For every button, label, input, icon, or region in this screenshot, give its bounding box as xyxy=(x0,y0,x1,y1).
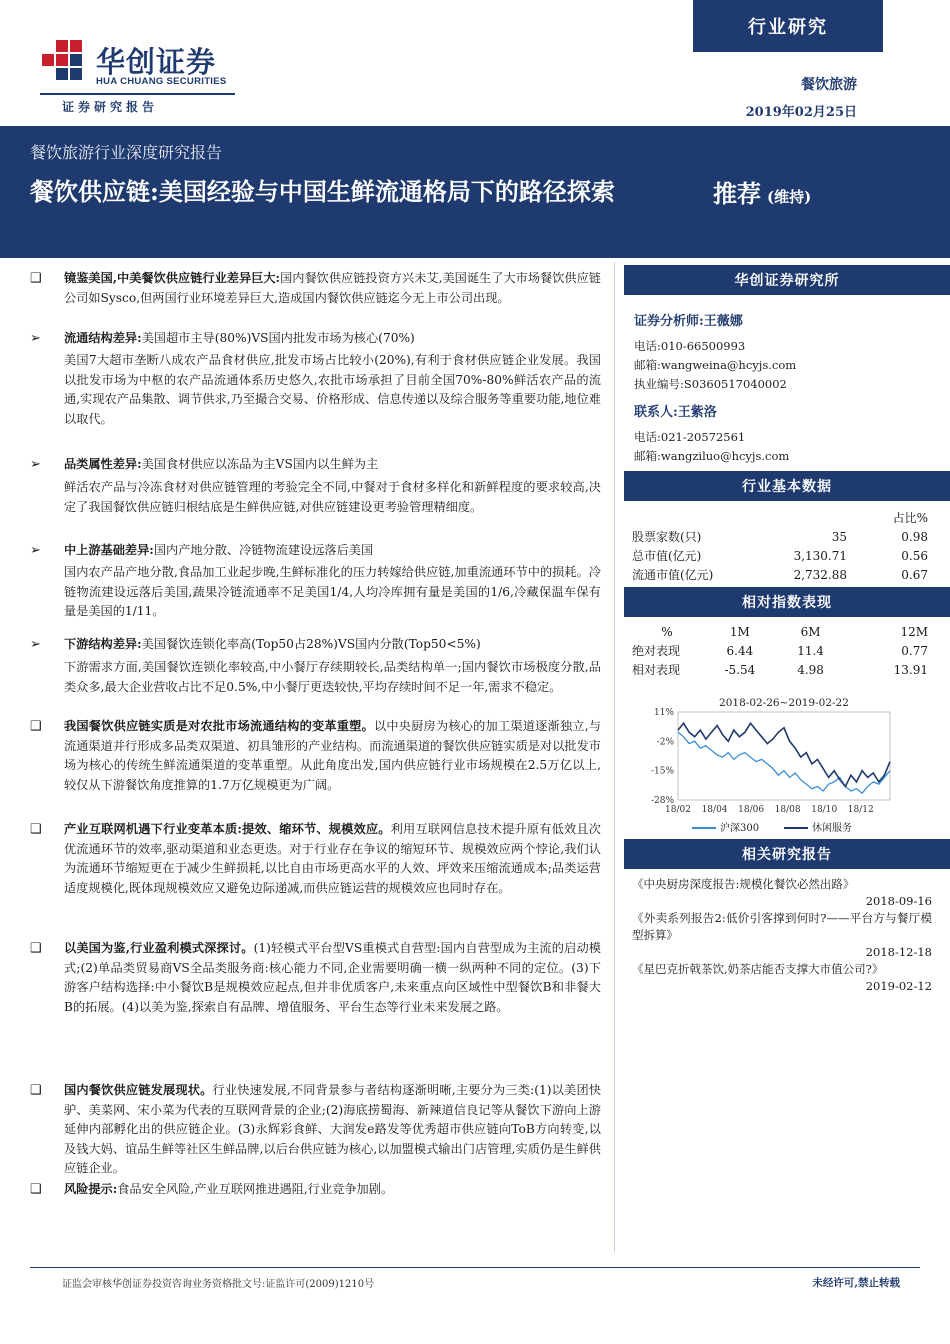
sidebar xyxy=(624,262,950,1252)
rating-value: 推荐 xyxy=(713,179,761,208)
perf-col-header: 1M xyxy=(729,624,750,639)
point-text xyxy=(64,455,601,475)
basic-row-label: 总市值(亿元) xyxy=(632,549,702,563)
basic-data-header: 行业基本数据 xyxy=(624,471,950,501)
list-item xyxy=(30,478,601,517)
report-type: 证券研究报告 xyxy=(62,100,159,114)
point-lead: 镜鉴美国,中美餐饮供应链行业差异巨大: xyxy=(64,271,281,285)
basic-row-label: 股票家数(只) xyxy=(632,530,702,544)
performance-header: 相对指数表现 xyxy=(624,587,950,617)
basic-row-label: 流通市值(亿元) xyxy=(632,568,714,582)
point-text xyxy=(64,635,601,655)
list-item xyxy=(30,820,601,898)
legend-label: 休闲服务 xyxy=(812,823,852,834)
basic-row-pct: 0.56 xyxy=(901,548,928,563)
sector-label: 餐饮旅游 xyxy=(801,77,857,93)
list-item xyxy=(30,635,601,655)
table-header-row xyxy=(632,622,928,641)
perf-cell: 4.98 xyxy=(797,662,824,677)
point-text xyxy=(64,563,601,622)
institute-header: 华创证券研究所 xyxy=(624,265,950,295)
perf-col-header: 12M xyxy=(900,624,928,639)
list-item xyxy=(30,351,601,429)
arrow-bullet-icon: ➢ xyxy=(30,457,41,472)
rating-note: (维持) xyxy=(767,188,812,206)
basic-row-pct: 0.98 xyxy=(901,529,928,544)
x-tick-label: 18/10 xyxy=(811,805,838,815)
contact-phone: 电话:021-20572561 xyxy=(634,430,746,444)
report-date-item: 2019-02-12 xyxy=(865,979,932,993)
point-body: 利用互联网信息技术提升原有低效且次优流通环节的效率,驱动渠道和业态更迭。对于行业存在争议的缩短环节、规模效应两个悖论,我们认为流通环节缩短更在于减少生鲜损耗,以比自由市场更高水平的人效、坪效来压缩流通成本;品类运营适度规模化,既体现规模效应又避免边际递减,而供应链运营的规模效应也同时存在。 xyxy=(64,822,601,895)
perf-row-label: 绝对表现 xyxy=(632,644,681,658)
table-row xyxy=(632,527,928,546)
footer-license: 证监会审核华创证券投资咨询业务资格批文号:证监许可(2009)1210号 xyxy=(62,1279,375,1290)
point-text xyxy=(64,269,601,308)
point-lead: 产业互联网机遇下行业变革本质:提效、缩环节、规模效应。 xyxy=(64,822,391,836)
point-lead: 风险提示: xyxy=(64,1182,118,1196)
point-body: 下游需求方面,美国餐饮连锁化率较高,中小餐厅存续期较长,品类结构单一;国内餐饮市场极度分散,品类众多,最大企业营收占比不足0.5%,中小餐厅更迭较快,平均存续时间不足一年,需求不稳定。 xyxy=(64,660,601,694)
point-body: 美国食材供应以冻品为主VS国内以生鲜为主 xyxy=(141,457,379,471)
list-item xyxy=(30,658,601,697)
checkbox-bullet-icon: ❑ xyxy=(30,822,42,837)
analyst-label: 证券分析师:王薇娜 xyxy=(634,314,743,329)
basic-data-table xyxy=(632,508,928,584)
contact-email: 邮箱:wangziluo@hcyjs.com xyxy=(634,449,790,463)
point-text xyxy=(64,1180,601,1200)
y-tick-label: 11% xyxy=(653,708,674,718)
rating xyxy=(713,174,811,209)
table-row xyxy=(632,641,928,660)
list-item[interactable] xyxy=(632,961,932,995)
chart-frame xyxy=(678,712,890,800)
point-text xyxy=(64,351,601,429)
arrow-bullet-icon: ➢ xyxy=(30,637,41,652)
logo-divider xyxy=(40,93,235,95)
list-item xyxy=(30,563,601,622)
series-line-leisure xyxy=(678,723,890,786)
column-divider xyxy=(614,262,615,1252)
point-body: 国内农产品产地分散,食品加工业起步晚,生鲜标准化的压力转嫁给供应链,加重流通环节中的损耗。冷链物流建设远落后美国,蔬果冷链流通率不足美国1/4,人均冷库拥有量是美国的1/6,冷藏保温车保有量是美国的1/11。 xyxy=(64,565,601,618)
list-item xyxy=(30,541,601,561)
footer-notice: 未经许可,禁止转载 xyxy=(812,1277,900,1289)
logo-icon xyxy=(42,36,88,82)
report-link[interactable]: 《星巴克折戟茶饮,奶茶店能否支撑大市值公司?》 xyxy=(632,962,884,976)
performance-table xyxy=(632,622,928,679)
list-item xyxy=(30,1180,601,1200)
series-line-hs300 xyxy=(678,732,890,793)
title-banner xyxy=(0,126,950,258)
point-text xyxy=(64,1081,601,1179)
contact-label: 联系人:王紫洛 xyxy=(634,405,717,420)
report-date-item: 2018-09-16 xyxy=(865,894,932,908)
report-title: 餐饮供应链:美国经验与中国生鲜流通格局下的路径探索 xyxy=(30,177,615,206)
point-body: (1)轻模式平台型VS重模式自营型:国内自营型成为主流的启动模式;(2)单品类贸易商VS全品类服务商:核心能力不同,企业需要明确一横一纵两种不同的定位。(3)下游客户结构选择:中小餐饮B是规模效应起点,但并非优质客户,未来重点向区域性中型餐饮B和非餐大B的拓展。(4)以美为鉴,探索自有品牌、增值服务、平台生态等行业未来发展之路。 xyxy=(64,941,601,1014)
legend-label: 沪深300 xyxy=(720,823,760,834)
x-tick-label: 18/06 xyxy=(738,805,765,815)
point-lead: 流通结构差异: xyxy=(64,331,142,345)
perf-cell: 6.44 xyxy=(726,643,754,658)
point-lead: 我国餐饮供应链实质是对农批市场流通结构的变革重塑。 xyxy=(64,719,374,733)
list-item xyxy=(30,939,601,1017)
basic-row-value: 35 xyxy=(831,529,847,544)
checkbox-bullet-icon: ❑ xyxy=(30,271,42,286)
point-text xyxy=(64,478,601,517)
x-tick-label: 18/04 xyxy=(701,805,728,815)
perf-col-header: 6M xyxy=(800,624,821,639)
point-body: 美国7大超市垄断八成农产品食材供应,批发市场占比较小(20%),有利于食材供应链企业发展。我国以批发市场为中枢的农产品流通体系历史悠久,农批市场承担了目前全国70%-80%鲜活农产品的流通,实现农产品集散、调节供求,乃至撮合交易、价格形成、信息传递以及综合服务等重要功能,地位难以取代。 xyxy=(64,353,601,426)
point-lead: 下游结构差异: xyxy=(64,637,142,651)
list-item xyxy=(30,455,601,475)
point-body: 鲜活农产品与冷冻食材对供应链管理的考验完全不同,中餐对于食材多样化和新鲜程度的要求较高,决定了我国餐饮供应链归根结底是生鲜供应链,对供应链建设更考验管理精细度。 xyxy=(64,480,601,514)
analyst-phone: 电话:010-66500993 xyxy=(634,339,746,353)
report-date-item: 2018-12-18 xyxy=(865,945,932,959)
list-item[interactable] xyxy=(632,910,932,961)
point-body: 美国餐饮连锁化率高(Top50占28%)VS国内分散(Top50<5%) xyxy=(141,637,481,651)
point-lead: 国内餐饮供应链发展现状。 xyxy=(64,1083,213,1097)
basic-row-pct: 0.67 xyxy=(901,567,928,582)
basic-col-header: 占比% xyxy=(892,511,928,525)
list-item xyxy=(30,1081,601,1179)
related-reports-list xyxy=(632,876,932,995)
point-lead: 中上游基础差异: xyxy=(64,543,154,557)
table-row xyxy=(632,565,928,584)
category-tag: 行业研究 xyxy=(693,0,883,52)
y-tick-label: -15% xyxy=(650,766,674,777)
perf-row-label: 相对表现 xyxy=(632,663,681,677)
point-body: 行业快速发展,不同背景参与者结构逐渐明晰,主要分为三类:(1)以美团快驴、美菜网、宋小菜为代表的互联网背景的企业;(2)海底捞蜀海、新辣道信良记等从餐饮下游向上游延伸内部孵化出的供应链企业。(3)永辉彩食鲜、大润发e路发等优秀超市供应链向ToB方向转变,以及钱大妈、谊品生鲜等社区生鲜品牌,以后台供应链为核心,以加盟模式输出门店管理,实质仍是生鲜供应链企业。 xyxy=(64,1083,602,1175)
y-tick-label: -28% xyxy=(650,796,674,806)
report-subtitle: 餐饮旅游行业深度研究报告 xyxy=(30,143,223,162)
analyst-license: 执业编号:S0360517040002 xyxy=(634,377,787,391)
point-body: 国内餐饮供应链投资方兴未艾,美国诞生了大市场餐饮供应链公司如Sysco,但两国行业环境差异巨大,造成国内餐饮供应链迄今无上市公司出现。 xyxy=(64,271,601,305)
table-row xyxy=(632,546,928,565)
checkbox-bullet-icon: ❑ xyxy=(30,1083,42,1098)
report-link[interactable]: 《中央厨房深度报告:规模化餐饮必然出路》 xyxy=(632,877,855,891)
table-row xyxy=(632,660,928,679)
list-item[interactable] xyxy=(632,876,932,910)
point-text xyxy=(64,717,601,795)
perf-cell: -5.54 xyxy=(724,662,756,677)
arrow-bullet-icon: ➢ xyxy=(30,331,41,346)
point-text xyxy=(64,658,601,697)
chart-title: 2018-02-26~2019-02-22 xyxy=(719,697,849,709)
y-tick-label: -2% xyxy=(656,737,674,748)
point-lead: 品类属性差异: xyxy=(64,457,142,471)
arrow-bullet-icon: ➢ xyxy=(30,543,41,558)
list-item xyxy=(30,329,601,349)
list-item xyxy=(30,269,601,308)
basic-row-value: 2,732.88 xyxy=(793,567,847,582)
logo-text-cn: 华创证券 xyxy=(96,45,217,79)
checkbox-bullet-icon: ❑ xyxy=(30,941,42,956)
perf-cell: 0.77 xyxy=(901,643,928,658)
analyst-email: 邮箱:wangweina@hcyjs.com xyxy=(634,358,797,372)
checkbox-bullet-icon: ❑ xyxy=(30,719,42,734)
logo-text-en: HUA CHUANG SECURITIES xyxy=(96,76,227,87)
perf-col-header: % xyxy=(661,624,673,639)
point-text xyxy=(64,939,601,1017)
index-performance-chart xyxy=(632,692,932,852)
point-body: 食品安全风险,产业互联网推进遇阻,行业竞争加剧。 xyxy=(117,1182,394,1196)
perf-cell: 13.91 xyxy=(893,662,928,677)
point-lead: 以美国为鉴,行业盈利模式深探讨。 xyxy=(64,941,254,955)
report-link[interactable]: 《外卖系列报告2:低价引客撑到何时?——平台方与餐厅模型拆算》 xyxy=(632,911,932,942)
point-text xyxy=(64,541,601,561)
report-date: 2019年02月25日 xyxy=(745,105,857,120)
x-tick-label: 18/02 xyxy=(665,805,691,815)
basic-row-value: 3,130.71 xyxy=(793,548,847,563)
list-item xyxy=(30,717,601,795)
footer-divider xyxy=(30,1267,920,1268)
x-tick-label: 18/12 xyxy=(847,805,874,815)
point-body: 美国超市主导(80%)VS国内批发市场为核心(70%) xyxy=(141,331,415,345)
point-body: 国内产地分散、冷链物流建设远落后美国 xyxy=(153,543,374,557)
checkbox-bullet-icon: ❑ xyxy=(30,1182,42,1197)
point-text xyxy=(64,329,601,349)
perf-cell: 11.4 xyxy=(797,643,824,658)
point-body: 以中央厨房为核心的加工渠道逐渐独立,与流通渠道并行形成多品类双渠道、初具雏形的产业结构。而流通渠道的餐饮供应链实质是对以批发市场为核心的传统生鲜流通渠道的变革重塑。从此角度出发,国内供应链行业市场规模在2.5万亿以上,较仅从下游餐饮角度推算的1.7万亿规模更为广阔。 xyxy=(64,719,602,792)
related-reports-header: 相关研究报告 xyxy=(624,839,950,869)
point-text xyxy=(64,820,601,898)
x-tick-label: 18/08 xyxy=(774,805,801,815)
